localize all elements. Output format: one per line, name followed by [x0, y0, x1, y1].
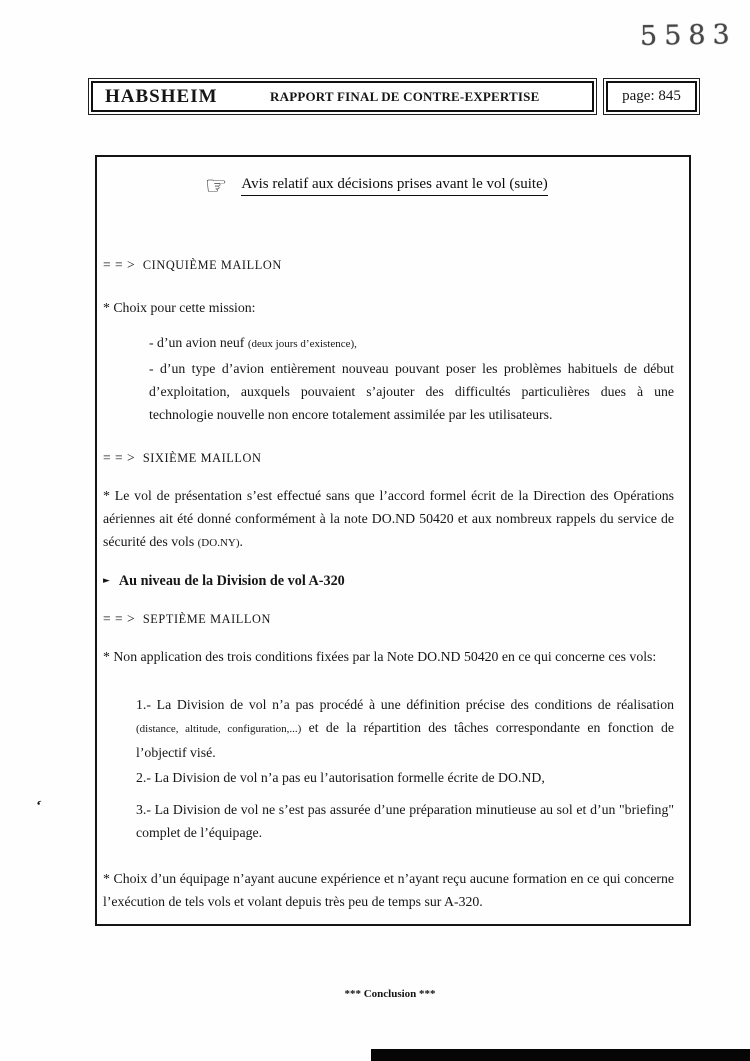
heading-label: SIXIÈME MAILLON — [142, 451, 262, 465]
heading-cinquieme-maillon — [103, 253, 674, 277]
paragraph-choix-equipage: * Choix d’un équipage n’ayant aucune expérience et n’ayant reçu aucune formation en ce qui concerne l’exécution de tels vols et volant depuis très peu de temps sur A-320. — [103, 871, 674, 909]
footer-conclusion: *** Conclusion *** — [344, 988, 436, 1000]
report-header — [88, 78, 700, 115]
heading-arrow: = = > — [103, 450, 136, 465]
content-frame — [95, 155, 691, 926]
scan-edge-artifact — [371, 1049, 750, 1061]
heading-arrow: = = > — [103, 611, 136, 626]
paragraph-choix-mission: * Choix pour cette mission: — [103, 300, 256, 315]
division-label: Au niveau de la Division de vol A-320 — [118, 573, 345, 589]
paragraph-parenthetical: (DO.NY) — [197, 537, 240, 549]
item-parenthetical: (distance, altitude, configuration,...) — [136, 723, 302, 735]
paragraph-text: * Le vol de présentation s’est effectué sans que l’accord formel écrit de la Direction des Opérations aériennes ait été donné conformément à la note DO.ND 50420 et aux nombreux rappels du service de sécurité des vols — [103, 488, 674, 549]
heading-septieme-maillon — [103, 607, 674, 631]
paragraph-vol-presentation — [103, 484, 674, 555]
item-text: 1.- La Division de vol n’a pas procédé à une définition précise des conditions de réalisation — [136, 697, 674, 712]
triangle-bullet-icon: ► — [103, 576, 110, 586]
heading-label: SEPTIÈME MAILLON — [142, 612, 271, 626]
list-item-type-avion: - d’un type d’avion entièrement nouveau pouvant poser les problèmes habituels de début d’exploitation, auxquels pouvaient s’ajouter des difficultés particulières dues à une technologie nouvelle non encore totalement assimilée par les utilisateurs. — [149, 361, 674, 422]
paragraph-non-application: * Non application des trois conditions fixées par la Note DO.ND 50420 en ce qui concerne ces vols: — [103, 649, 657, 664]
heading-division-vol — [103, 570, 674, 593]
numbered-item-3: 3.- La Division de vol ne s’est pas assurée d’une préparation minutieuse au sol et d’un "briefing" complet de l’équipage. — [136, 802, 674, 840]
section-title: Avis relatif aux décisions prises avant le vol (suite) — [241, 176, 547, 196]
report-location: HABSHEIM — [105, 85, 218, 107]
numbered-item-2: 2.- La Division de vol n’a pas eu l’autorisation formelle écrite de DO.ND, — [136, 770, 545, 785]
stamp-number: 5583 — [639, 19, 737, 52]
item-text-end: et de la répartition des tâches correspondante en fonction de l’objectif visé. — [136, 720, 674, 760]
paragraph-period: . — [239, 534, 243, 549]
header-title-box — [88, 78, 597, 115]
pointing-hand-icon: ☞ — [205, 171, 228, 200]
stray-ink-mark: ‘ — [32, 797, 43, 815]
list-item-parenthetical: (deux jours d’existence), — [247, 338, 357, 350]
heading-arrow: = = > — [103, 257, 136, 272]
list-item-text: - d’un avion neuf — [149, 335, 248, 350]
heading-sixieme-maillon — [103, 446, 674, 470]
page-number: page: 845 — [622, 88, 681, 104]
page-number-box — [603, 78, 700, 115]
heading-label: CINQUIÈME MAILLON — [142, 258, 282, 272]
numbered-item-1 — [136, 693, 674, 764]
report-title: RAPPORT FINAL DE CONTRE-EXPERTISE — [270, 88, 540, 104]
section-title-row — [205, 173, 548, 198]
list-item-avion-neuf — [149, 331, 674, 356]
